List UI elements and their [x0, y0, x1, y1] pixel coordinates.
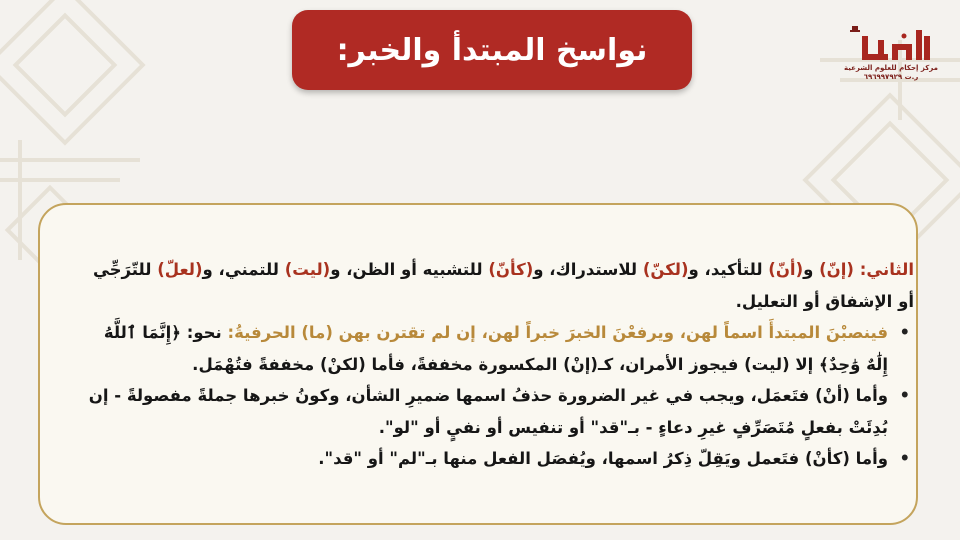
- slide-title: نواسخ المبتدأ والخبر:: [336, 32, 648, 68]
- logo-subtitle-small: ر.ت ٦٩٦٩٩٧٩٢٩: [863, 73, 919, 81]
- intro-label: الثاني:: [859, 260, 914, 279]
- logo-subtitle: مركز إحكام للعلوم الشرعية: [844, 64, 938, 72]
- bullet-text: وأما (أنْ) فتَعمَل، ويجب في غير الضرورة حذفُ اسمها ضميرِ الشأن، وكونُ خبرها جملةً مفصولةً - إن بُدِئَتْ بفعلٍ مُتَصَرِّفٍ غيرِ دعاءٍ - بـ"قد" أو تنفيس أو نفيٍ أو "لو".: [88, 386, 888, 437]
- intro-text-5: للتمني، و: [202, 260, 285, 279]
- list-item: [78, 380, 914, 443]
- particle-kaanna: (كأنّ): [488, 260, 534, 279]
- particle-inna: (إنّ): [819, 260, 854, 279]
- list-item: [78, 317, 914, 380]
- particle-lakinna: (لكنّ): [642, 260, 689, 279]
- list-item: [78, 443, 914, 475]
- intro-text-6: للتّرَجِّي أو الإشفاق أو التعليل.: [92, 260, 914, 311]
- particle-layta: (ليت): [284, 260, 331, 279]
- particle-laalla: (لعلّ): [157, 260, 203, 279]
- intro-text-3: للاستدراك، و: [533, 260, 643, 279]
- bullet-highlight: فينصبْنَ المبتدأَ اسماً لهن، ويرفعْنَ الخبرَ خبراً لهن، إن لم تقترن بهن (ما) الحرفيةُ:: [227, 323, 888, 342]
- bullet-text: وأما (كأنْ) فتَعمل ويَقِلّ ذِكرُ اسمها، ويُفصَل الفعل منها بـ"لم" أو "قد".: [318, 449, 888, 468]
- bullet-text: نحو: ﴿إِنَّمَا ٱللَّهُ إِلَٰهٌ وَٰحِدٌ﴾ إلا (ليت) فيجوز الأمران، كـ(إنْ) المكسورة مخففةً، فأما (لكنْ) مخففةً فتُهْمَل.: [103, 323, 888, 374]
- content-text: [78, 254, 914, 475]
- title-banner: [292, 10, 692, 90]
- intro-paragraph: [78, 254, 914, 317]
- intro-text-2: للتأكيد، و: [688, 260, 769, 279]
- particle-anna: (أنّ): [768, 260, 804, 279]
- intro-text-1: و: [803, 260, 820, 279]
- logo: [846, 22, 936, 92]
- bullet-list: [78, 317, 914, 475]
- logo-mark-icon: [848, 22, 934, 64]
- intro-text-4: للتشبيه أو الظن، و: [330, 260, 489, 279]
